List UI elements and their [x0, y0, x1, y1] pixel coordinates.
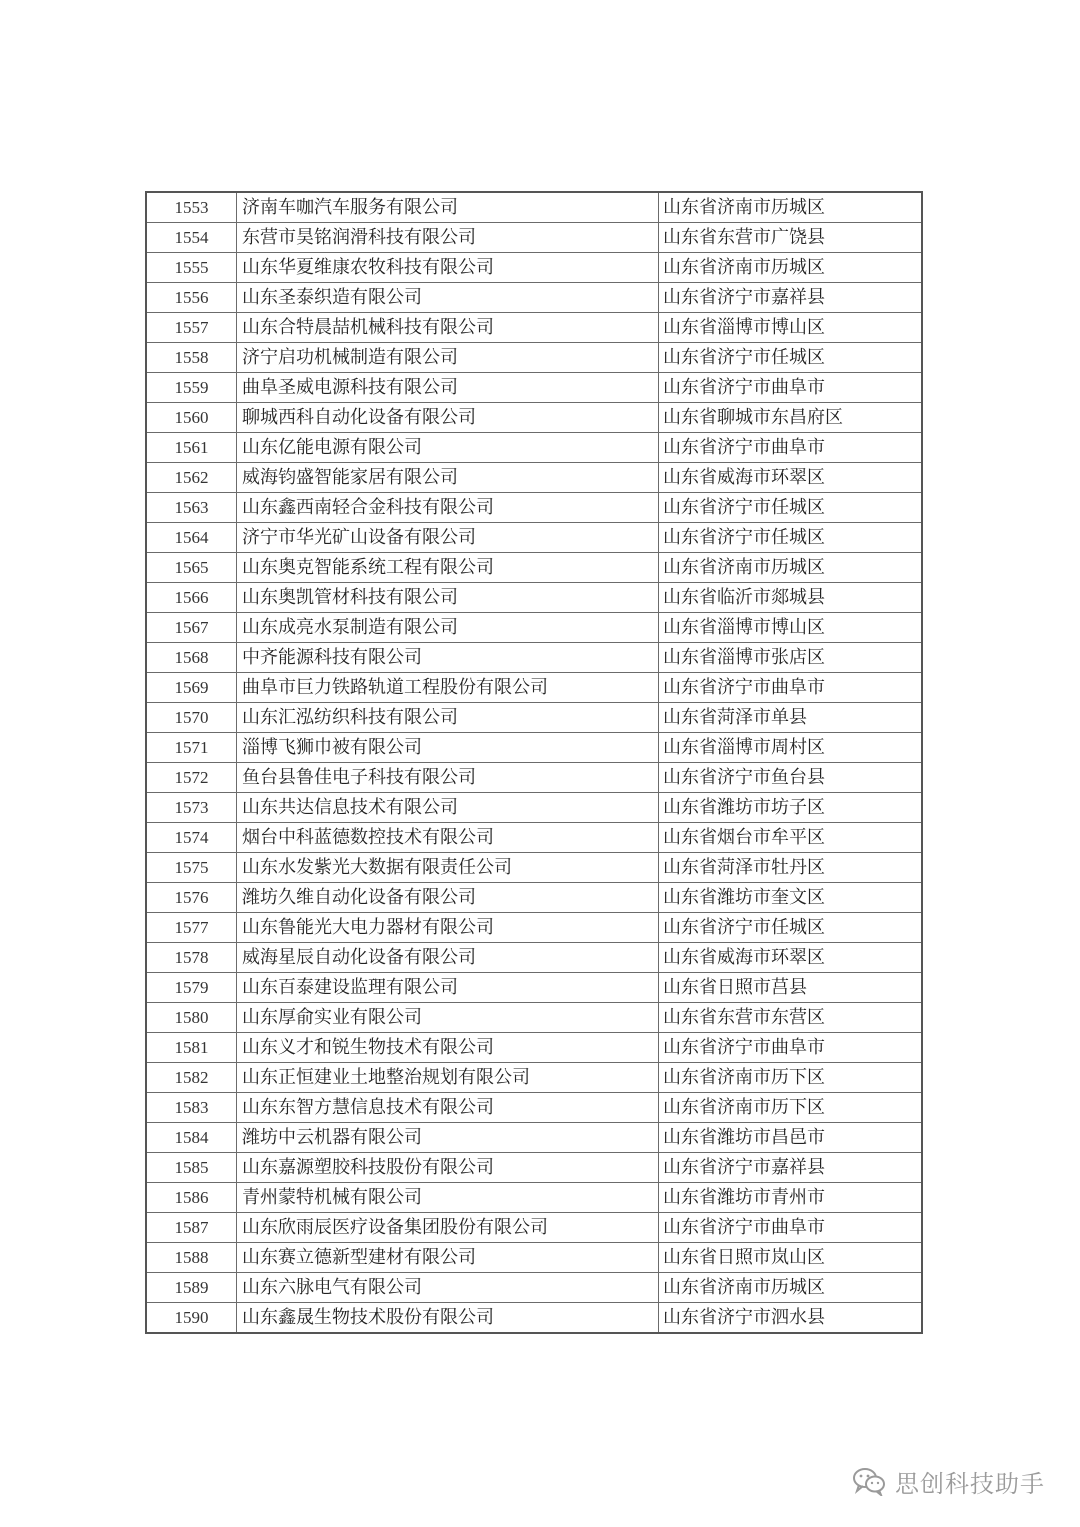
- row-number: 1578: [146, 943, 237, 973]
- row-number: 1561: [146, 433, 237, 463]
- table-row: [146, 1123, 922, 1153]
- table-row: [146, 373, 922, 403]
- table-row: [146, 1063, 922, 1093]
- row-number: 1576: [146, 883, 237, 913]
- company-name: 山东正恒建业土地整治规划有限公司: [237, 1063, 659, 1093]
- table-row: [146, 613, 922, 643]
- company-name: 济宁市华光矿山设备有限公司: [237, 523, 659, 553]
- company-location: 山东省济南市历城区: [659, 192, 923, 223]
- company-location: 山东省济宁市鱼台县: [659, 763, 923, 793]
- row-number: 1573: [146, 793, 237, 823]
- row-number: 1562: [146, 463, 237, 493]
- company-location: 山东省济宁市曲阜市: [659, 1213, 923, 1243]
- company-location: 山东省济宁市曲阜市: [659, 1033, 923, 1063]
- company-location: 山东省济南市历城区: [659, 253, 923, 283]
- company-name: 潍坊中云机器有限公司: [237, 1123, 659, 1153]
- row-number: 1563: [146, 493, 237, 523]
- row-number: 1572: [146, 763, 237, 793]
- row-number: 1570: [146, 703, 237, 733]
- table-row: [146, 553, 922, 583]
- company-name: 山东鑫晟生物技术股份有限公司: [237, 1303, 659, 1334]
- table-row: [146, 583, 922, 613]
- company-name: 山东嘉源塑胶科技股份有限公司: [237, 1153, 659, 1183]
- row-number: 1586: [146, 1183, 237, 1213]
- company-name: 山东共达信息技术有限公司: [237, 793, 659, 823]
- company-name: 青州蒙特机械有限公司: [237, 1183, 659, 1213]
- row-number: 1554: [146, 223, 237, 253]
- row-number: 1580: [146, 1003, 237, 1033]
- row-number: 1583: [146, 1093, 237, 1123]
- row-number: 1569: [146, 673, 237, 703]
- company-location: 山东省济南市历城区: [659, 553, 923, 583]
- company-name: 山东赛立德新型建材有限公司: [237, 1243, 659, 1273]
- row-number: 1560: [146, 403, 237, 433]
- row-number: 1581: [146, 1033, 237, 1063]
- company-name: 聊城西科自动化设备有限公司: [237, 403, 659, 433]
- company-location: 山东省淄博市张店区: [659, 643, 923, 673]
- company-location: 山东省烟台市牟平区: [659, 823, 923, 853]
- company-name: 淄博飞狮巾被有限公司: [237, 733, 659, 763]
- row-number: 1556: [146, 283, 237, 313]
- company-name: 山东奥克智能系统工程有限公司: [237, 553, 659, 583]
- company-name: 山东华夏维康农牧科技有限公司: [237, 253, 659, 283]
- company-name: 威海星辰自动化设备有限公司: [237, 943, 659, 973]
- company-location: 山东省济宁市任城区: [659, 343, 923, 373]
- row-number: 1555: [146, 253, 237, 283]
- company-location: 山东省日照市莒县: [659, 973, 923, 1003]
- row-number: 1579: [146, 973, 237, 1003]
- company-name: 威海钧盛智能家居有限公司: [237, 463, 659, 493]
- company-location: 山东省菏泽市单县: [659, 703, 923, 733]
- table-row: [146, 853, 922, 883]
- table-row: [146, 463, 922, 493]
- row-number: 1587: [146, 1213, 237, 1243]
- company-location: 山东省济宁市嘉祥县: [659, 1153, 923, 1183]
- company-location: 山东省潍坊市坊子区: [659, 793, 923, 823]
- row-number: 1557: [146, 313, 237, 343]
- row-number: 1589: [146, 1273, 237, 1303]
- company-location: 山东省济宁市泗水县: [659, 1303, 923, 1334]
- table-row: [146, 192, 922, 223]
- company-name: 山东亿能电源有限公司: [237, 433, 659, 463]
- table-row: [146, 883, 922, 913]
- company-location: 山东省威海市环翠区: [659, 463, 923, 493]
- company-location: 山东省济南市历下区: [659, 1063, 923, 1093]
- company-name: 山东百泰建设监理有限公司: [237, 973, 659, 1003]
- company-location: 山东省日照市岚山区: [659, 1243, 923, 1273]
- row-number: 1574: [146, 823, 237, 853]
- table-row: [146, 823, 922, 853]
- company-location: 山东省淄博市周村区: [659, 733, 923, 763]
- row-number: 1565: [146, 553, 237, 583]
- table-row: [146, 733, 922, 763]
- row-number: 1566: [146, 583, 237, 613]
- company-table-container: [145, 191, 923, 1334]
- table-row: [146, 493, 922, 523]
- company-location: 山东省菏泽市牡丹区: [659, 853, 923, 883]
- company-name: 山东欣雨辰医疗设备集团股份有限公司: [237, 1213, 659, 1243]
- table-row: [146, 943, 922, 973]
- company-location: 山东省东营市东营区: [659, 1003, 923, 1033]
- company-location: 山东省临沂市郯城县: [659, 583, 923, 613]
- company-name: 山东成亮水泵制造有限公司: [237, 613, 659, 643]
- company-name: 山东圣泰织造有限公司: [237, 283, 659, 313]
- company-location: 山东省淄博市博山区: [659, 613, 923, 643]
- row-number: 1564: [146, 523, 237, 553]
- company-name: 济宁启功机械制造有限公司: [237, 343, 659, 373]
- table-row: [146, 1153, 922, 1183]
- row-number: 1575: [146, 853, 237, 883]
- table-row: [146, 1033, 922, 1063]
- company-location: 山东省威海市环翠区: [659, 943, 923, 973]
- company-name: 曲阜市巨力铁路轨道工程股份有限公司: [237, 673, 659, 703]
- company-table: [145, 191, 923, 1334]
- table-row: [146, 1273, 922, 1303]
- row-number: 1577: [146, 913, 237, 943]
- company-name: 山东鲁能光大电力器材有限公司: [237, 913, 659, 943]
- table-row: [146, 913, 922, 943]
- company-location: 山东省济宁市任城区: [659, 913, 923, 943]
- company-location: 山东省济宁市曲阜市: [659, 373, 923, 403]
- row-number: 1588: [146, 1243, 237, 1273]
- company-name: 潍坊久维自动化设备有限公司: [237, 883, 659, 913]
- company-location: 山东省济宁市嘉祥县: [659, 283, 923, 313]
- table-row: [146, 523, 922, 553]
- table-row: [146, 1243, 922, 1273]
- company-name: 中齐能源科技有限公司: [237, 643, 659, 673]
- table-row: [146, 403, 922, 433]
- company-name: 山东东智方慧信息技术有限公司: [237, 1093, 659, 1123]
- table-row: [146, 1183, 922, 1213]
- table-row: [146, 793, 922, 823]
- table-row: [146, 1093, 922, 1123]
- row-number: 1567: [146, 613, 237, 643]
- company-table-body: [146, 192, 922, 1333]
- company-name: 山东水发紫光大数据有限责任公司: [237, 853, 659, 883]
- company-location: 山东省济南市历城区: [659, 1273, 923, 1303]
- table-row: [146, 973, 922, 1003]
- company-name: 山东六脉电气有限公司: [237, 1273, 659, 1303]
- table-row: [146, 1303, 922, 1334]
- company-name: 山东合特晨喆机械科技有限公司: [237, 313, 659, 343]
- company-location: 山东省济宁市曲阜市: [659, 433, 923, 463]
- company-name: 山东鑫西南轻合金科技有限公司: [237, 493, 659, 523]
- company-location: 山东省济宁市任城区: [659, 493, 923, 523]
- company-name: 山东义才和锐生物技术有限公司: [237, 1033, 659, 1063]
- company-location: 山东省淄博市博山区: [659, 313, 923, 343]
- table-row: [146, 283, 922, 313]
- table-row: [146, 343, 922, 373]
- company-location: 山东省潍坊市奎文区: [659, 883, 923, 913]
- company-name: 曲阜圣威电源科技有限公司: [237, 373, 659, 403]
- company-name: 东营市昊铭润滑科技有限公司: [237, 223, 659, 253]
- row-number: 1585: [146, 1153, 237, 1183]
- company-name: 烟台中科蓝德数控技术有限公司: [237, 823, 659, 853]
- row-number: 1553: [146, 192, 237, 223]
- table-row: [146, 313, 922, 343]
- table-row: [146, 673, 922, 703]
- company-name: 济南车咖汽车服务有限公司: [237, 192, 659, 223]
- company-name: 山东厚俞实业有限公司: [237, 1003, 659, 1033]
- company-location: 山东省潍坊市青州市: [659, 1183, 923, 1213]
- row-number: 1568: [146, 643, 237, 673]
- watermark-text: 思创科技助手: [895, 1469, 1045, 1498]
- table-row: [146, 643, 922, 673]
- row-number: 1571: [146, 733, 237, 763]
- row-number: 1582: [146, 1063, 237, 1093]
- row-number: 1584: [146, 1123, 237, 1153]
- table-row: [146, 1003, 922, 1033]
- table-row: [146, 253, 922, 283]
- table-row: [146, 433, 922, 463]
- company-location: 山东省济南市历下区: [659, 1093, 923, 1123]
- table-row: [146, 763, 922, 793]
- company-name: 鱼台县鲁佳电子科技有限公司: [237, 763, 659, 793]
- company-location: 山东省济宁市任城区: [659, 523, 923, 553]
- company-location: 山东省聊城市东昌府区: [659, 403, 923, 433]
- table-row: [146, 223, 922, 253]
- wechat-icon: [851, 1466, 887, 1496]
- company-name: 山东奥凯管材科技有限公司: [237, 583, 659, 613]
- company-location: 山东省济宁市曲阜市: [659, 673, 923, 703]
- table-row: [146, 703, 922, 733]
- row-number: 1590: [146, 1303, 237, 1334]
- row-number: 1559: [146, 373, 237, 403]
- company-name: 山东汇泓纺织科技有限公司: [237, 703, 659, 733]
- row-number: 1558: [146, 343, 237, 373]
- company-location: 山东省潍坊市昌邑市: [659, 1123, 923, 1153]
- table-row: [146, 1213, 922, 1243]
- watermark: [851, 1461, 1045, 1501]
- company-location: 山东省东营市广饶县: [659, 223, 923, 253]
